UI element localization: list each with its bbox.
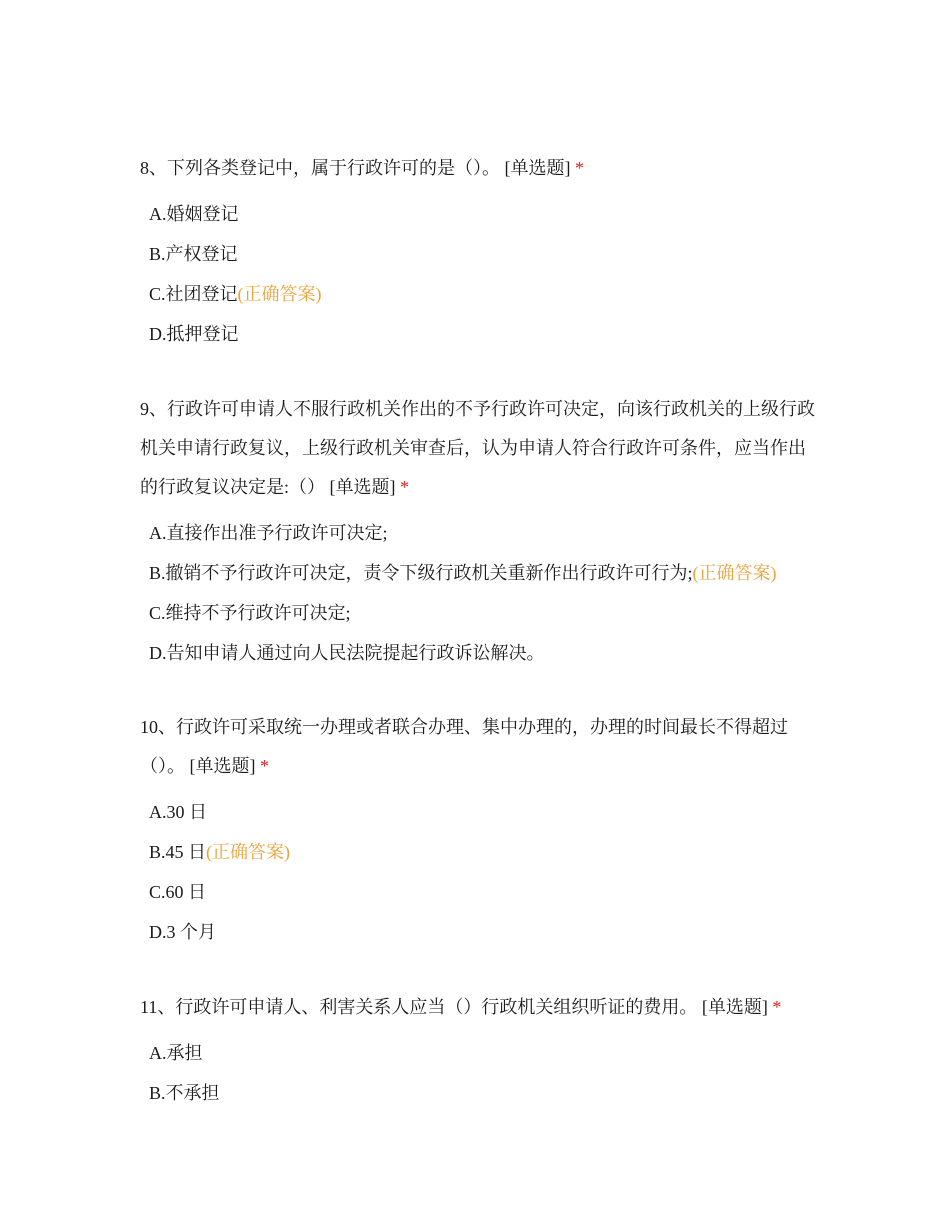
option-d[interactable] [149,314,820,354]
option-text: B.不承担 [149,1083,220,1103]
option-text: C.社团登记 [149,284,238,304]
option-text: D.3 个月 [149,922,216,942]
question-text: 11、行政许可申请人、利害关系人应当（）行政机关组织听证的费用。 [140,997,698,1017]
option-d[interactable] [149,912,820,952]
question-type: [单选题] [701,997,768,1017]
option-c[interactable] [149,593,820,633]
option-b[interactable] [149,1073,820,1113]
option-a[interactable] [149,1033,820,1073]
correct-answer-mark: (正确答案) [692,563,777,583]
option-a[interactable] [149,194,820,234]
option-text: C.维持不予行政许可决定; [149,603,351,623]
question-title [140,988,820,1027]
required-star: * [772,997,782,1017]
option-text: D.告知申请人通过向人民法院提起行政诉讼解决。 [149,643,545,663]
question-text: 10、行政许可采取统一办理或者联合办理、集中办理的，办理的时间最长不得超过（）。 [140,717,788,776]
option-list [140,194,820,354]
option-list [140,1033,820,1113]
option-text: C.60 日 [149,882,207,902]
option-b[interactable] [149,832,820,872]
option-b[interactable] [149,553,820,593]
question-10 [140,708,820,952]
question-11 [140,988,820,1113]
option-text: B.产权登记 [149,244,238,264]
option-a[interactable] [149,513,820,553]
option-c[interactable] [149,872,820,912]
option-text: A.直接作出准予行政许可决定; [149,523,388,543]
question-text: 9、行政许可申请人不服行政机关作出的不予行政许可决定，向该行政机关的上级行政机关申请行政复议，上级行政机关审查后，认为申请人符合行政许可条件，应当作出的行政复议决定是:（） [140,399,815,497]
option-b[interactable] [149,234,820,274]
question-title [140,390,820,507]
question-9 [140,390,820,673]
question-type: [单选题] [189,756,256,776]
option-c[interactable] [149,274,820,314]
question-8 [140,149,820,354]
option-text: A.承担 [149,1043,203,1063]
option-text: A.30 日 [149,802,207,822]
option-a[interactable] [149,792,820,832]
question-type: [单选题] [504,158,571,178]
option-d[interactable] [149,633,820,673]
option-list [140,513,820,673]
correct-answer-mark: (正确答案) [206,842,291,862]
question-text: 8、下列各类登记中，属于行政许可的是（）。 [140,158,500,178]
question-title [140,708,820,786]
option-text: B.45 日 [149,842,207,862]
option-text: D.抵押登记 [149,324,239,344]
question-type: [单选题] [329,477,396,497]
question-title [140,149,820,188]
required-star: * [260,756,269,776]
option-list [140,792,820,952]
option-text: B.撤销不予行政许可决定，责令下级行政机关重新作出行政许可行为; [149,563,693,583]
option-text: A.婚姻登记 [149,204,239,224]
correct-answer-mark: (正确答案) [237,284,322,304]
required-star: * [400,477,409,497]
required-star: * [575,158,584,178]
